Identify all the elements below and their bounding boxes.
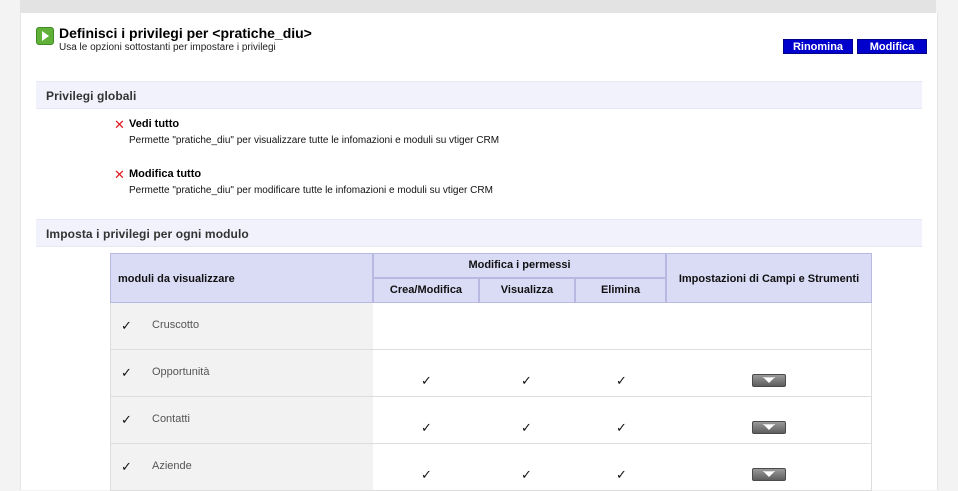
table-row bbox=[110, 397, 872, 444]
privilege-description: Permette "pratiche_diu" per visualizzare tutte le infomazioni e moduli su vtiger CRM bbox=[129, 135, 500, 146]
privilege-title: Vedi tutto bbox=[129, 118, 180, 130]
page-title: Definisci i privilegi per <pratiche_diu> bbox=[59, 25, 312, 41]
rename-button[interactable]: Rinomina bbox=[783, 39, 853, 54]
module-privileges-header bbox=[36, 219, 922, 247]
check-icon: ✓ bbox=[616, 373, 627, 388]
top-bar bbox=[20, 0, 936, 14]
dropdown-arrow-icon[interactable] bbox=[752, 421, 786, 434]
module-name: Opportunità bbox=[152, 366, 210, 378]
privileges-panel bbox=[20, 13, 938, 490]
module-name: Cruscotto bbox=[152, 319, 200, 331]
module-name: Aziende bbox=[152, 460, 192, 472]
check-icon: ✓ bbox=[121, 365, 132, 380]
cross-icon: ✕ bbox=[114, 117, 125, 132]
check-icon: ✓ bbox=[521, 420, 532, 435]
edit-button[interactable]: Modifica bbox=[857, 39, 927, 54]
column-header-modules: moduli da visualizzare bbox=[110, 253, 373, 303]
module-cell bbox=[111, 444, 373, 490]
cross-icon: ✕ bbox=[114, 167, 125, 182]
page-subtitle: Usa le opzioni sottostanti per impostare i privilegi bbox=[59, 42, 276, 53]
dropdown-arrow-icon[interactable] bbox=[752, 374, 786, 387]
table-row bbox=[110, 303, 872, 350]
privilege-description: Permette "pratiche_diu" per modificare tutte le infomazioni e moduli su vtiger CRM bbox=[129, 185, 493, 196]
section-title: Privilegi globali bbox=[46, 89, 137, 103]
privilege-title: Modifica tutto bbox=[129, 168, 202, 180]
check-icon: ✓ bbox=[121, 318, 132, 333]
table-row bbox=[110, 444, 872, 491]
section-title: Imposta i privilegi per ogni modulo bbox=[46, 227, 249, 241]
check-icon: ✓ bbox=[616, 420, 627, 435]
check-icon: ✓ bbox=[121, 412, 132, 427]
check-icon: ✓ bbox=[521, 373, 532, 388]
global-privileges-header bbox=[36, 81, 922, 109]
column-header-delete: Elimina bbox=[575, 278, 666, 303]
column-header-tools: Impostazioni di Campi e Strumenti bbox=[666, 253, 872, 303]
module-cell bbox=[111, 397, 373, 443]
column-header-view: Visualizza bbox=[479, 278, 575, 303]
check-icon: ✓ bbox=[421, 420, 432, 435]
check-icon: ✓ bbox=[421, 373, 432, 388]
arrow-right-icon bbox=[36, 27, 54, 45]
check-icon: ✓ bbox=[121, 459, 132, 474]
table-row bbox=[110, 350, 872, 397]
check-icon: ✓ bbox=[521, 467, 532, 482]
column-header-permissions: Modifica i permessi bbox=[373, 253, 666, 278]
column-header-create: Crea/Modifica bbox=[373, 278, 479, 303]
module-cell bbox=[111, 350, 373, 396]
module-cell bbox=[111, 303, 373, 349]
dropdown-arrow-icon[interactable] bbox=[752, 468, 786, 481]
module-name: Contatti bbox=[152, 413, 190, 425]
check-icon: ✓ bbox=[421, 467, 432, 482]
check-icon: ✓ bbox=[616, 467, 627, 482]
